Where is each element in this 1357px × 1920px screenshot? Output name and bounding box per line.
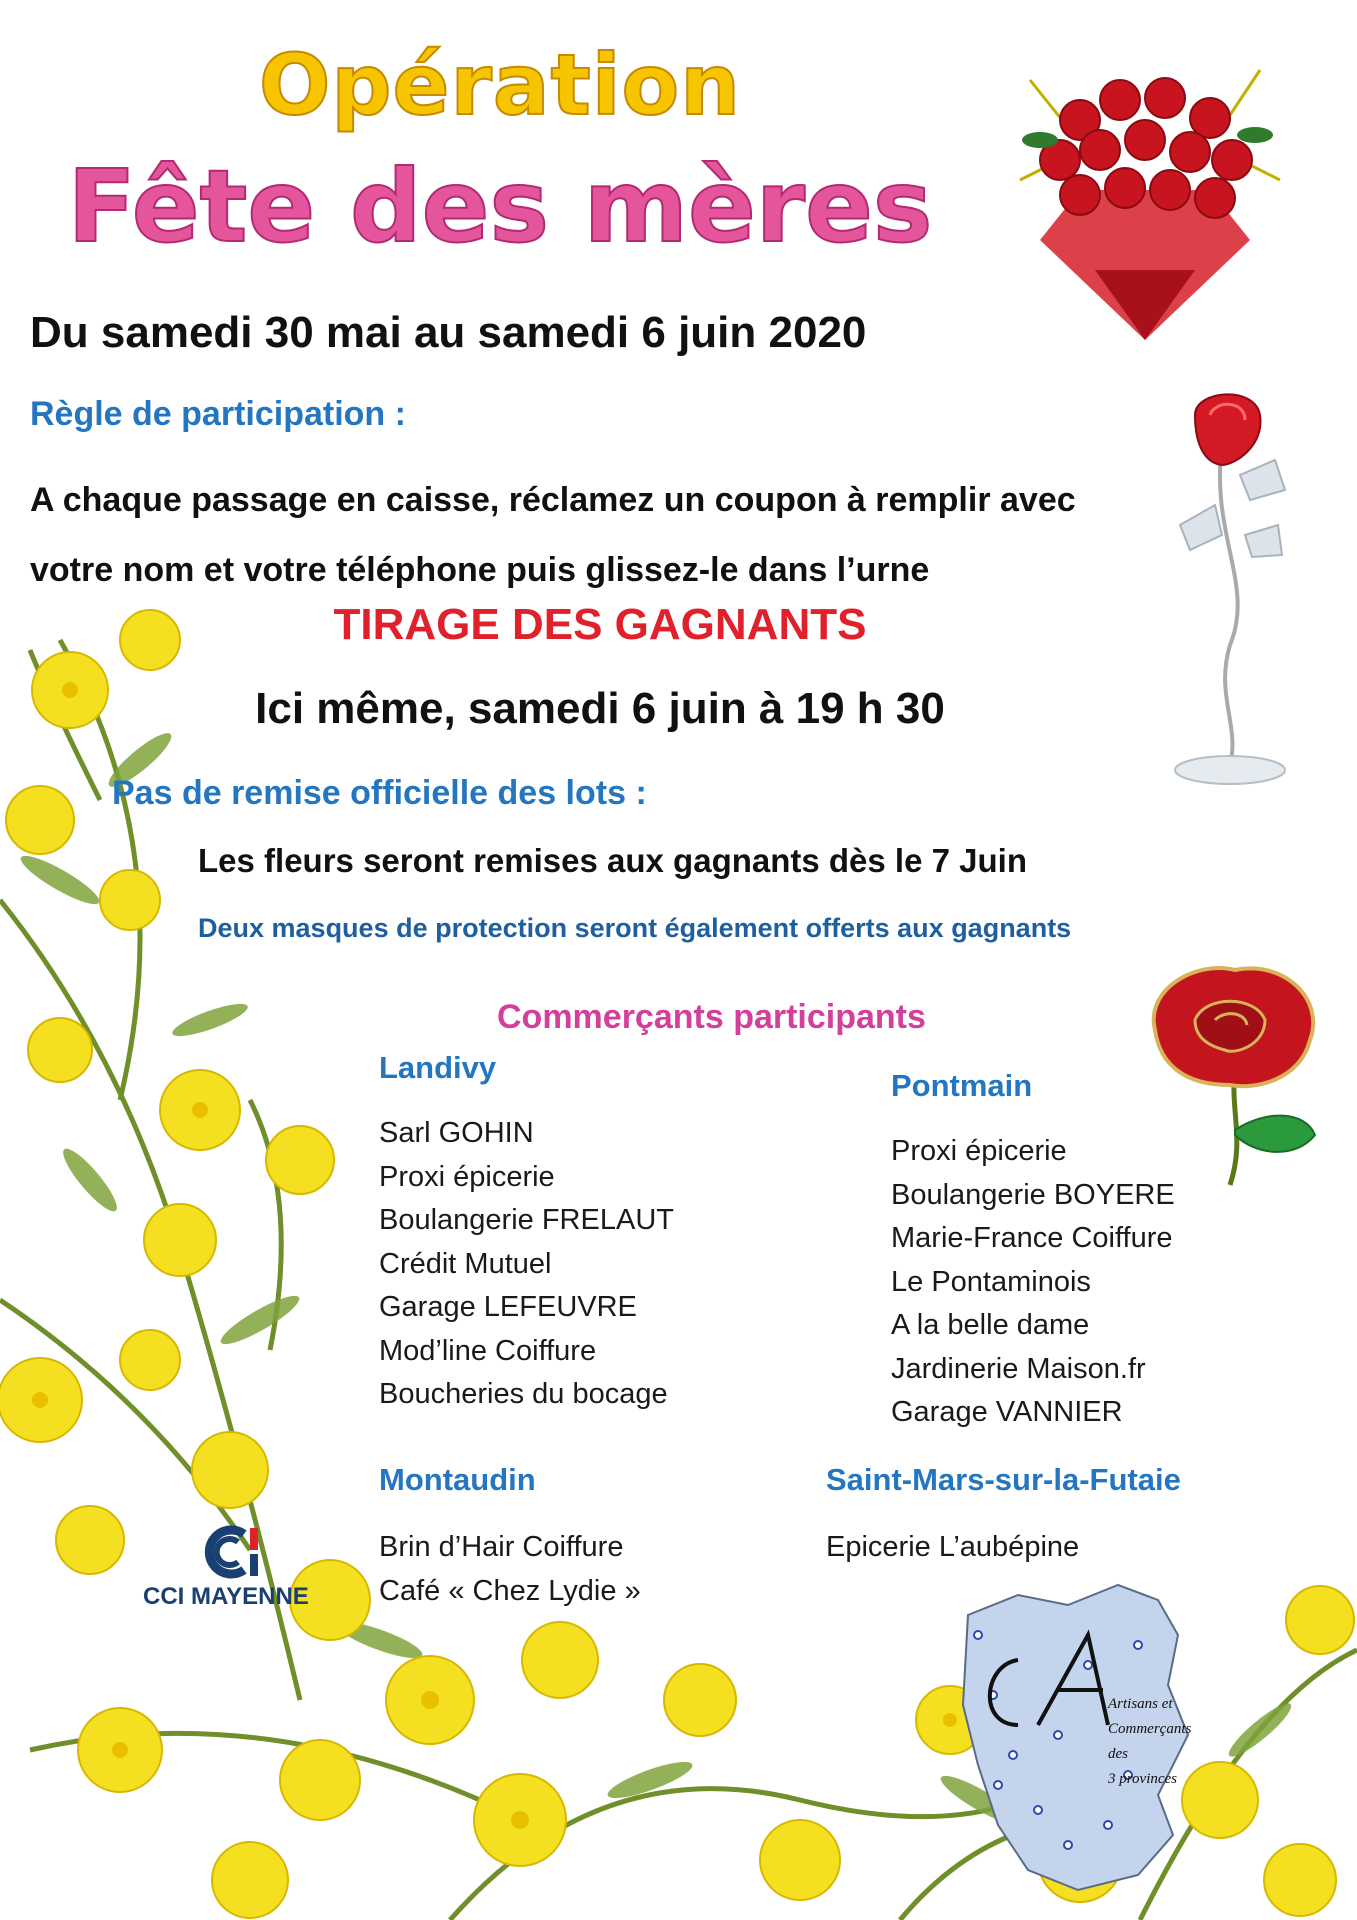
list-item: Proxi épicerie [379, 1160, 555, 1193]
list-item: Boulangerie BOYERE [891, 1178, 1175, 1211]
list-item: Mod’line Coiffure [379, 1334, 597, 1367]
prizes-masks-text: Deux masques de protection seront également offerts aux gagnants [198, 913, 1072, 943]
rose-bouquet-icon [1000, 40, 1290, 350]
town-saint-mars-sur-la-futaie: Saint-Mars-sur-la-Futaie [826, 1462, 1181, 1497]
town-landivy: Landivy [379, 1050, 497, 1085]
list-item: Garage VANNIER [891, 1396, 1123, 1428]
rule-text [30, 465, 1160, 605]
prizes-heading: Pas de remise officielle des lots : [112, 774, 647, 812]
cci-logo-icon [198, 1522, 268, 1582]
association-line: Commerçants [1108, 1721, 1192, 1737]
date-range: Du samedi 30 mai au samedi 6 juin 2020 [30, 308, 867, 357]
association-line: des [1108, 1746, 1128, 1762]
prizes-flowers-text: Les fleurs seront remises aux gagnants dès le 7 Juin [198, 842, 1027, 879]
rule-heading: Règle de participation : [30, 395, 406, 433]
rule-line-2: votre nom et votre téléphone puis glissez-le dans l’urne [30, 551, 930, 589]
association-logo-text [1108, 1692, 1191, 1792]
list-item: Garage LEFEUVRE [379, 1291, 637, 1323]
town-pontmain: Pontmain [891, 1068, 1033, 1103]
saint-mars-shop-list [826, 1526, 1079, 1570]
list-item: Sarl GOHIN [379, 1117, 534, 1149]
list-item: Marie-France Coiffure [891, 1222, 1173, 1254]
landivy-shop-list [379, 1112, 674, 1417]
title-operation: Opération [258, 36, 742, 134]
draw-date: Ici même, samedi 6 juin à 19 h 30 [255, 684, 945, 733]
town-montaudin: Montaudin [379, 1462, 536, 1497]
list-item: Boucheries du bocage [379, 1378, 668, 1410]
list-item: Jardinerie Maison.fr [891, 1352, 1146, 1385]
merchants-heading: Commerçants participants [497, 998, 926, 1036]
draw-heading: TIRAGE DES GAGNANTS [333, 600, 867, 649]
title-fete-des-meres: Fête des mères [67, 148, 933, 265]
association-line: 3 provinces [1108, 1771, 1178, 1787]
association-line: Artisans et [1108, 1696, 1173, 1712]
list-item: Le Pontaminois [891, 1265, 1091, 1298]
list-item: Crédit Mutuel [379, 1247, 552, 1280]
rule-line-1: A chaque passage en caisse, réclamez un coupon à remplir avec [30, 481, 1076, 519]
list-item: A la belle dame [891, 1309, 1090, 1341]
list-item: Brin d’Hair Coiffure [379, 1531, 624, 1563]
list-item: Café « Chez Lydie » [379, 1574, 641, 1607]
list-item: Proxi épicerie [891, 1135, 1067, 1167]
list-item: Epicerie L’aubépine [826, 1531, 1080, 1563]
pontmain-shop-list [891, 1130, 1175, 1435]
cci-mayenne-logo-text: CCI MAYENNE [143, 1583, 309, 1610]
list-item: Boulangerie FRELAUT [379, 1204, 674, 1236]
montaudin-shop-list [379, 1526, 641, 1613]
